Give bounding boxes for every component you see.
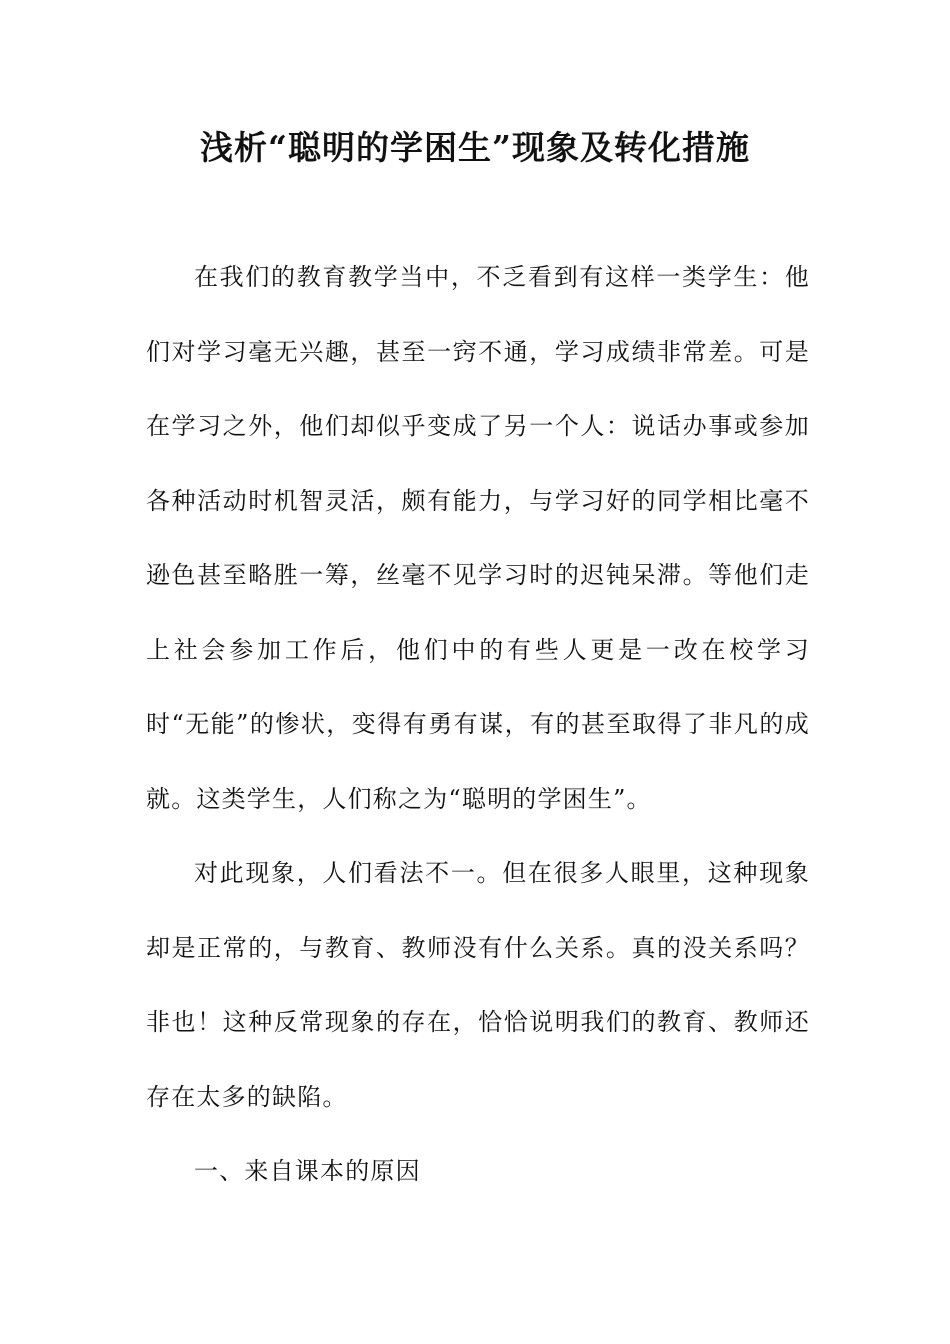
- document-body: [146, 240, 810, 1209]
- paragraph-intro: 在我们的教育教学当中，不乏看到有这样一类学生：他们对学习毫无兴趣，甚至一窍不通，学习成绩非常差。可是在学习之外，他们却似乎变成了另一个人：说话办事或参加各种活动时机智灵活，颇有能力，与学习好的同学相比毫不逊色甚至略胜一筹，丝毫不见学习时的迟钝呆滞。等他们走上社会参加工作后，他们中的有些人更是一改在校学习时“无能”的惨状，变得有勇有谋，有的甚至取得了非凡的成就。这类学生，人们称之为“聪明的学困生”。: [146, 263, 810, 813]
- paragraph-opinion: 对此现象，人们看法不一。但在很多人眼里，这种现象却是正常的，与教育、教师没有什么关系。真的没关系吗？非也！这种反常现象的存在，恰恰说明我们的教育、教师还存在太多的缺陷。: [146, 859, 810, 1111]
- document-title: 浅析“聪明的学困生”现象及转化措施: [200, 128, 750, 167]
- section-heading: 一、来自课本的原因: [194, 1157, 421, 1185]
